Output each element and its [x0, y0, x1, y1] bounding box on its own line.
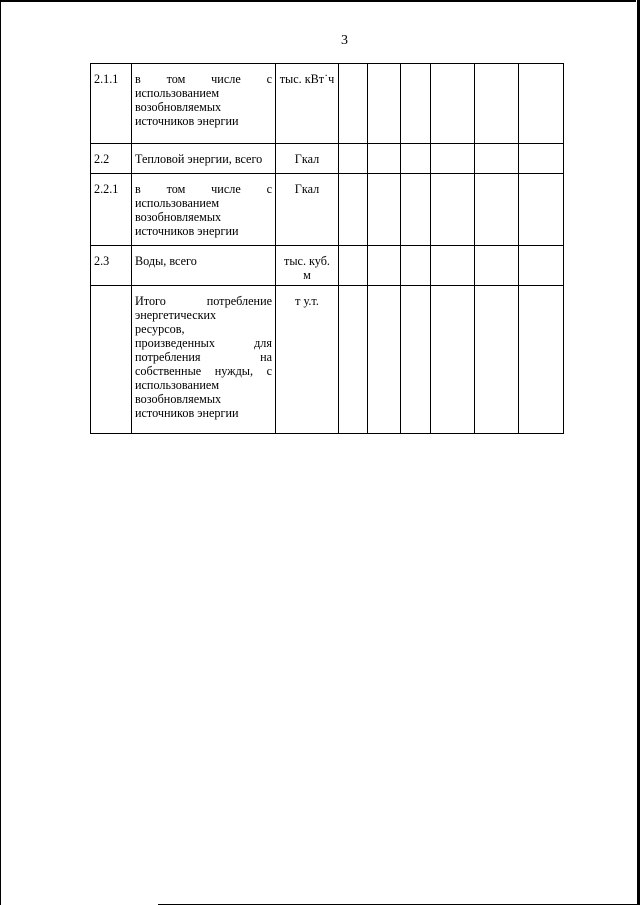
table-row — [91, 64, 564, 144]
value-cell-6 — [519, 246, 564, 286]
indicator-name-line: использованием — [135, 378, 220, 392]
value-cell-5 — [475, 174, 519, 246]
value-cell-6 — [519, 64, 564, 144]
indicator-name-line: использованием — [135, 86, 220, 100]
indicator-name-line: источников энергии — [135, 406, 239, 420]
page-number: 3 — [341, 33, 348, 48]
value-cell-3 — [401, 246, 431, 286]
indicator-name-line: источников энергии — [135, 224, 239, 238]
indicator-name-line: использованием — [135, 196, 220, 210]
indicator-name-line: в том числе с — [135, 72, 272, 86]
value-cell-1 — [339, 246, 368, 286]
value-cell-2 — [368, 286, 401, 434]
value-cell-4 — [431, 174, 475, 246]
indicator-name-line: потребления на — [135, 350, 272, 364]
indicator-name-line: произведенных для — [135, 336, 272, 350]
table-row — [91, 246, 564, 286]
indicator-name-line: Тепловой энергии, всего — [135, 152, 263, 166]
value-cell-2 — [368, 174, 401, 246]
value-cell-3 — [401, 286, 431, 434]
indicator-name-line: возобновляемых — [135, 100, 222, 114]
table-row — [91, 144, 564, 174]
value-cell-3 — [401, 64, 431, 144]
value-cell-2 — [368, 64, 401, 144]
value-cell-6 — [519, 174, 564, 246]
indicator-name-line: возобновляемых — [135, 392, 222, 406]
indicator-name-line: в том числе с — [135, 182, 272, 196]
row-number-cell: 2.1.1 — [91, 64, 132, 144]
value-cell-4 — [431, 286, 475, 434]
value-cell-1 — [339, 64, 368, 144]
value-cell-3 — [401, 144, 431, 174]
value-cell-6 — [519, 286, 564, 434]
indicator-name-cell — [132, 64, 276, 144]
table-row — [91, 286, 564, 434]
value-cell-4 — [431, 144, 475, 174]
indicator-name-line: источников энергии — [135, 114, 239, 128]
unit-cell: т у.т. — [276, 286, 339, 434]
indicator-name-cell — [132, 246, 276, 286]
value-cell-5 — [475, 64, 519, 144]
value-cell-1 — [339, 144, 368, 174]
unit-cell: тыс. кВт˙ч — [276, 64, 339, 144]
value-cell-1 — [339, 286, 368, 434]
value-cell-4 — [431, 64, 475, 144]
indicator-name-line: собственные нужды, с — [135, 364, 272, 378]
value-cell-5 — [475, 144, 519, 174]
value-cell-2 — [368, 144, 401, 174]
table-row — [91, 174, 564, 246]
indicator-name-line: энергетических — [135, 308, 217, 322]
energy-resources-table — [90, 63, 564, 434]
indicator-name-line: возобновляемых — [135, 210, 222, 224]
indicator-name-cell — [132, 174, 276, 246]
scan-edge-top — [0, 0, 636, 2]
value-cell-5 — [475, 286, 519, 434]
value-cell-4 — [431, 246, 475, 286]
value-cell-6 — [519, 144, 564, 174]
unit-cell: Гкал — [276, 144, 339, 174]
value-cell-1 — [339, 174, 368, 246]
value-cell-5 — [475, 246, 519, 286]
value-cell-3 — [401, 174, 431, 246]
row-number-cell: 2.2.1 — [91, 174, 132, 246]
value-cell-2 — [368, 246, 401, 286]
row-number-cell: 2.2 — [91, 144, 132, 174]
indicator-name-cell — [132, 286, 276, 434]
unit-cell: тыс. куб. м — [276, 246, 339, 286]
indicator-name-line: ресурсов, — [135, 322, 185, 336]
row-number-cell: 2.3 — [91, 246, 132, 286]
row-number-cell — [91, 286, 132, 434]
indicator-name-line: Итого потребление — [135, 294, 272, 308]
unit-cell: Гкал — [276, 174, 339, 246]
scan-edge-left — [0, 0, 1, 905]
indicator-name-line: Воды, всего — [135, 254, 197, 268]
indicator-name-cell — [132, 144, 276, 174]
